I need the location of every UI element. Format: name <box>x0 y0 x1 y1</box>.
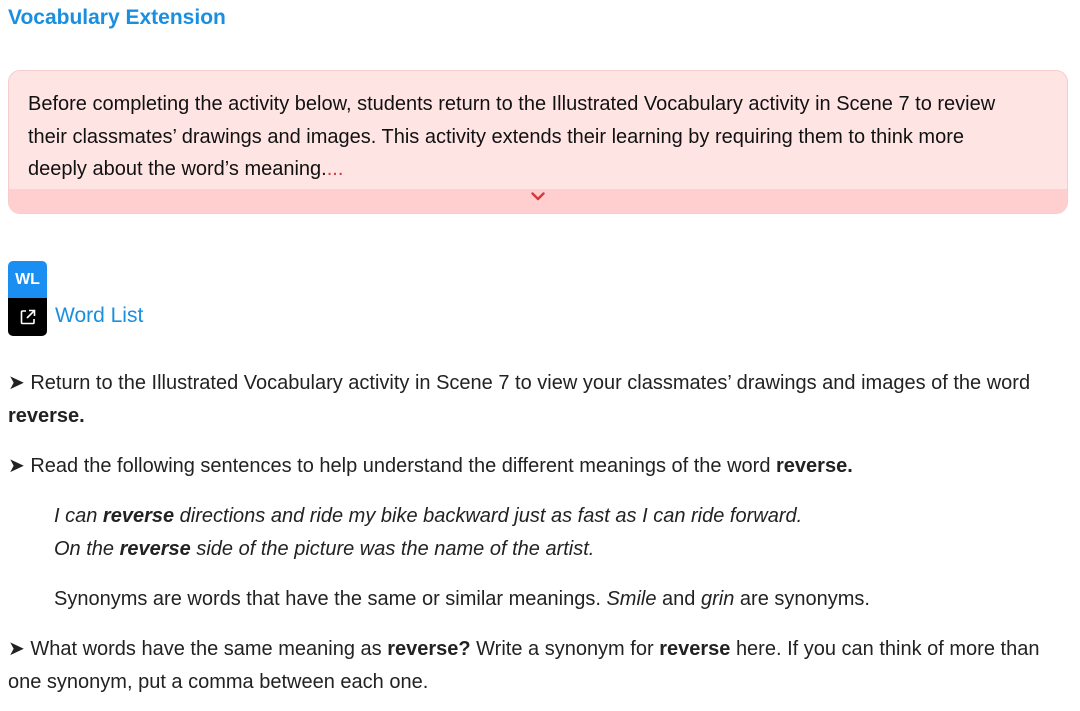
instruction-3 <box>8 633 1073 699</box>
chevron-down-icon <box>531 192 545 201</box>
instruction-2-text: Read the following sentences to help understand the different meanings of the word <box>30 455 771 477</box>
instruction-1-text: Return to the Illustrated Vocabulary activity in Scene 7 to view your classmates’ drawings and images of the word <box>30 372 1031 394</box>
example-word: grin <box>700 588 735 610</box>
vocab-word: reverse. <box>8 405 85 427</box>
instruction-1 <box>8 367 1068 433</box>
vocab-word: reverse. <box>776 455 853 477</box>
instruction-3-text: Write a synonym for <box>476 638 654 660</box>
bullet-arrow-icon: ➤ <box>8 372 25 394</box>
synonym-definition <box>54 588 870 611</box>
instruction-3-text: What words have the same meaning as <box>30 638 382 660</box>
example-text: On the <box>54 538 115 560</box>
definition-text: and <box>662 588 696 610</box>
callout-ellipsis: ... <box>326 158 344 180</box>
vocab-word: reverse <box>119 538 191 560</box>
instruction-3-text: here. If you can think of more than one synonym, put a comma between each one. <box>8 638 1040 693</box>
vocab-word: reverse <box>659 638 731 660</box>
word-list-badge: WL <box>8 261 47 298</box>
teacher-note-callout <box>8 70 1068 214</box>
example-text: side of the picture was the name of the artist. <box>196 538 595 560</box>
definition-text: are synonyms. <box>739 588 870 610</box>
bullet-arrow-icon: ➤ <box>8 455 25 477</box>
callout-body: Before completing the activity below, students return to the Illustrated Vocabulary activity in Scene 7 to review their classmates’ drawings and images. This activity extends their learning by requiring them to think more deeply about the word’s meaning. <box>28 93 996 180</box>
example-sentence-1 <box>54 505 802 528</box>
definition-text: Synonyms are words that have the same or similar meanings. <box>54 588 601 610</box>
example-text: directions and ride my bike backward just as fast as I can ride forward. <box>179 505 803 527</box>
callout-text <box>28 88 1008 186</box>
example-text: I can <box>54 505 98 527</box>
example-word: Smile <box>606 588 657 610</box>
external-link-glyph <box>19 308 37 326</box>
external-link-icon[interactable] <box>8 298 47 336</box>
example-sentence-2 <box>54 538 594 561</box>
bullet-arrow-icon: ➤ <box>8 638 25 660</box>
expand-callout-button[interactable] <box>9 189 1067 213</box>
section-title: Vocabulary Extension <box>8 6 226 29</box>
vocab-word: reverse <box>102 505 175 527</box>
vocab-word: reverse? <box>387 638 471 660</box>
instruction-2 <box>8 450 1068 483</box>
word-list-link[interactable]: Word List <box>55 304 144 327</box>
